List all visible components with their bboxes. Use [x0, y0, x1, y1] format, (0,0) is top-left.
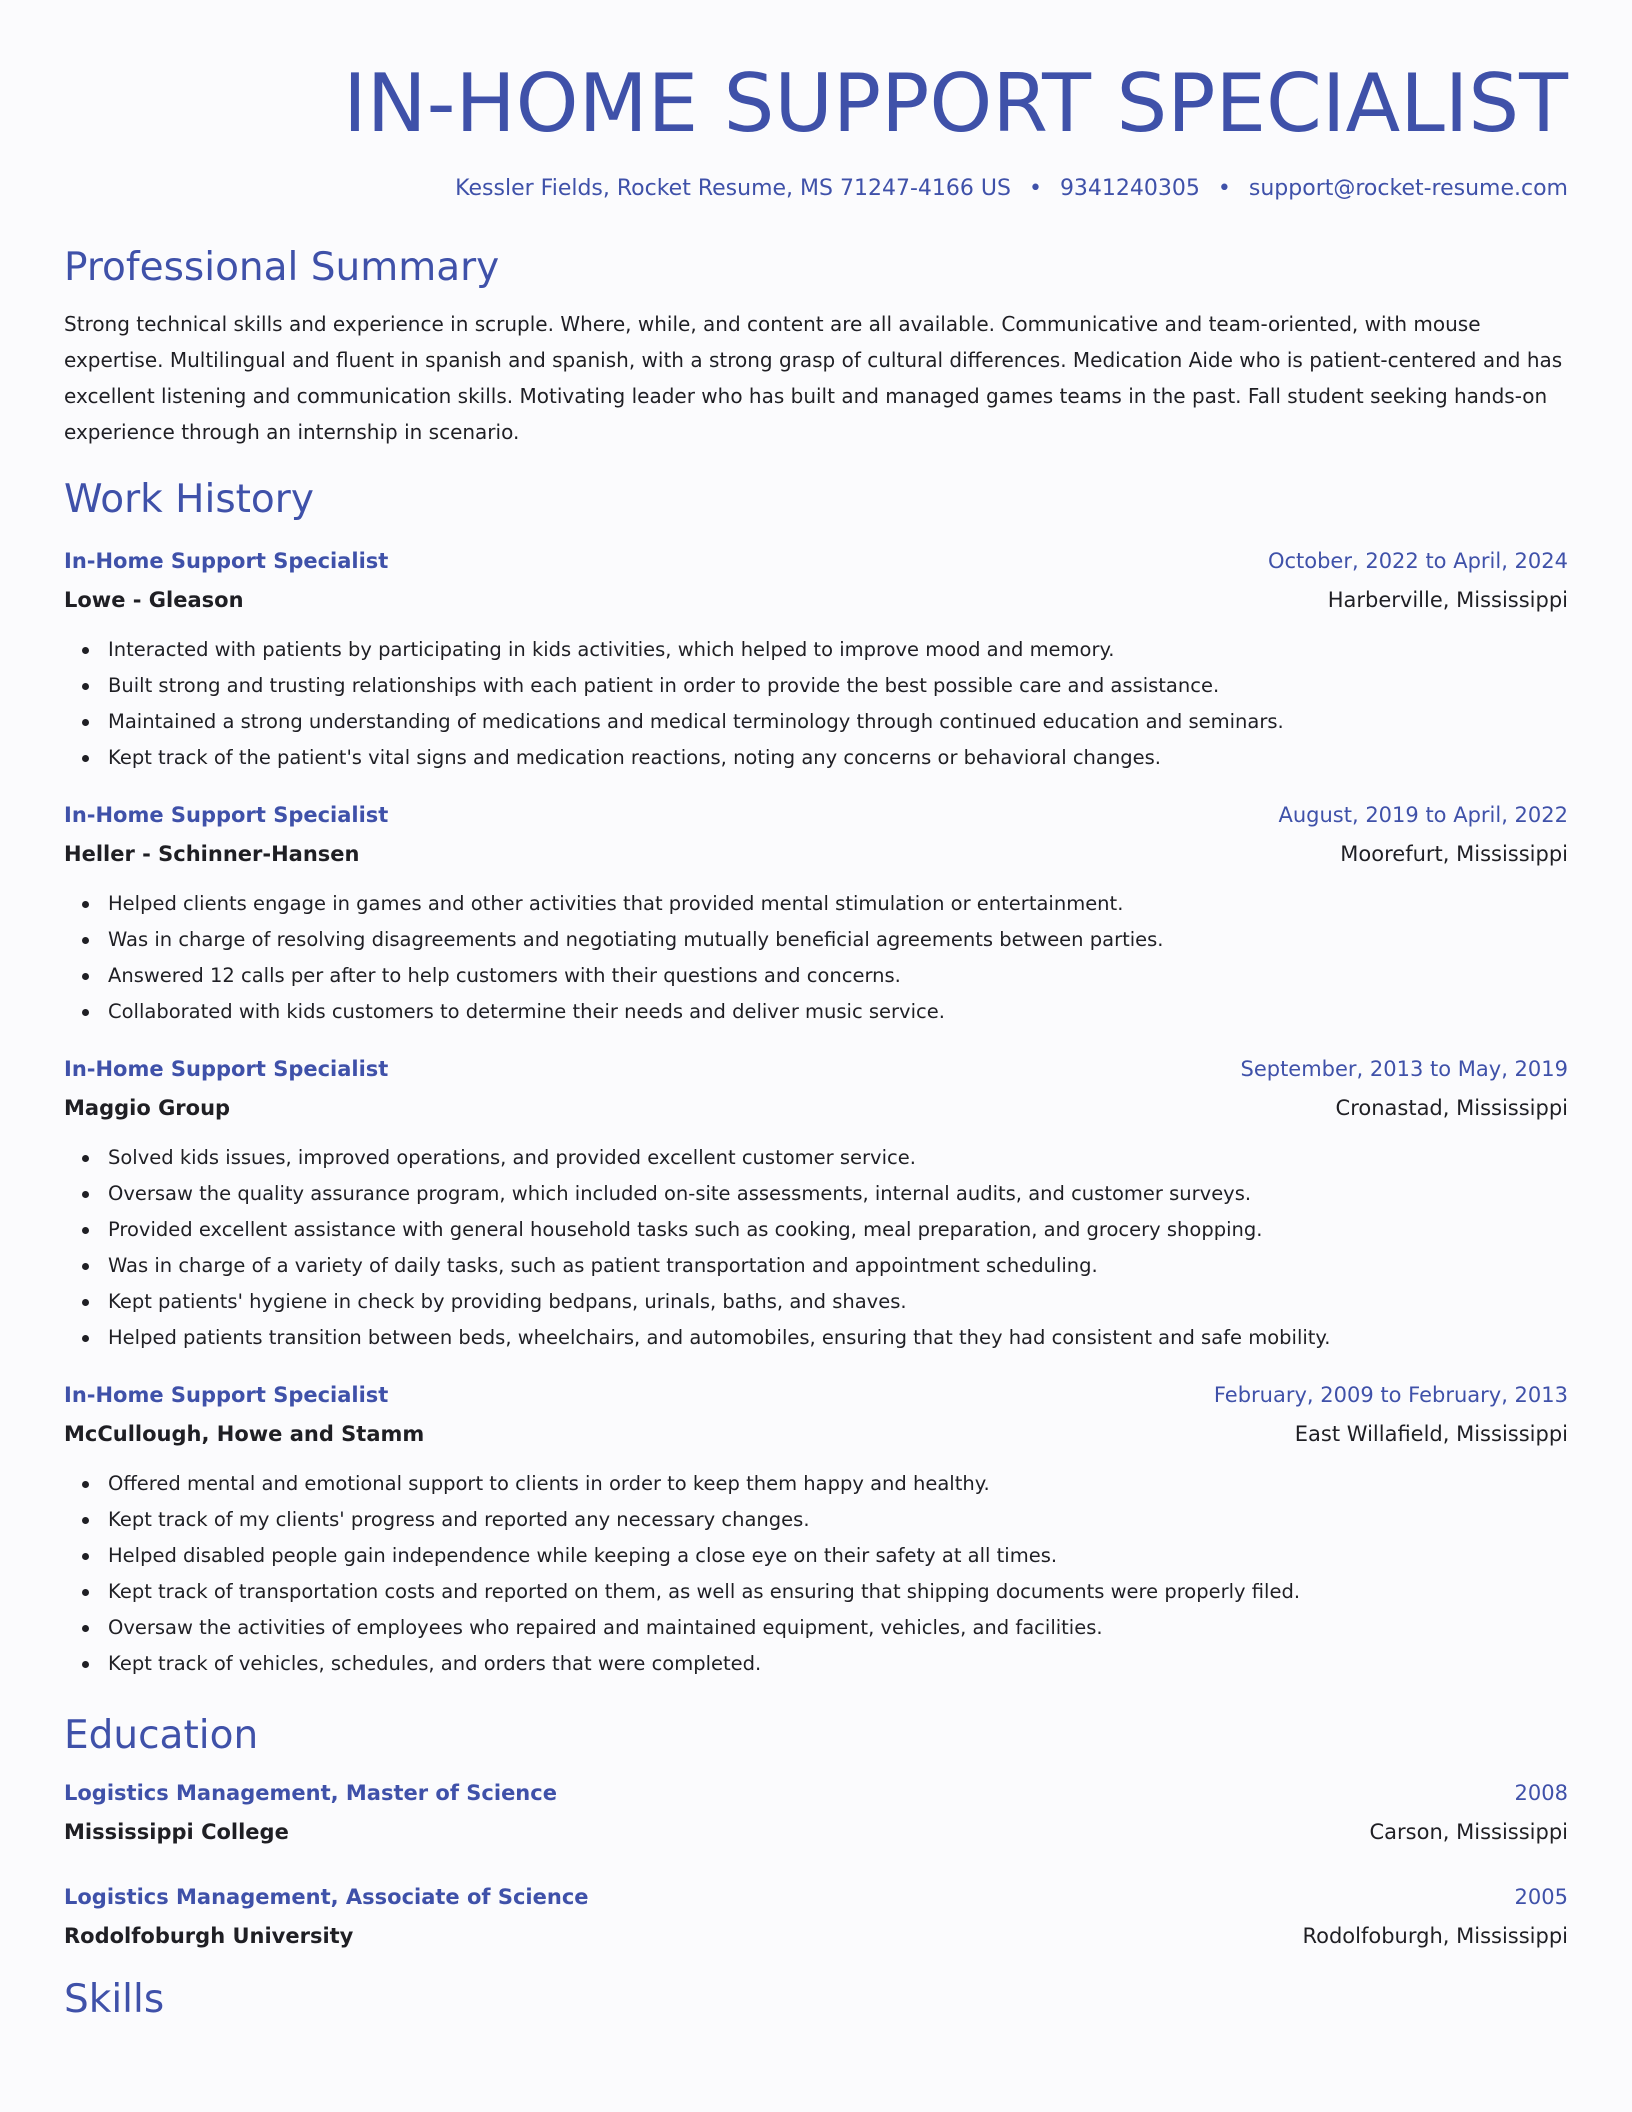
job-dates: August, 2019 to April, 2022 [1278, 803, 1568, 827]
work-history-heading: Work History [64, 477, 314, 522]
job-company: Maggio Group [64, 1096, 231, 1120]
education-entry [64, 1878, 1568, 1956]
job-company-row [64, 1088, 1568, 1128]
job-role: In-Home Support Specialist [64, 1057, 389, 1081]
job-role: In-Home Support Specialist [64, 803, 389, 827]
job-bullets [64, 1466, 1568, 1682]
education-degree: Logistics Management, Master of Science [64, 1781, 557, 1805]
job-entry [64, 542, 1568, 776]
contact-separator: • [1028, 176, 1042, 201]
job-bullet: Helped patients transition between beds, wheelchairs, and automobiles, ensuring that they had consistent and safe mobility. [108, 1320, 1568, 1356]
job-location: East Willafield, Mississippi [1294, 1422, 1568, 1446]
education-location: Rodolfoburgh, Mississippi [1302, 1924, 1568, 1948]
education-header-row [64, 1878, 1568, 1916]
job-company-row [64, 580, 1568, 620]
job-bullet: Helped clients engage in games and other activities that provided mental stimulation or entertainment. [108, 886, 1568, 922]
job-bullet: Was in charge of resolving disagreements and negotiating mutually beneficial agreements between parties. [108, 922, 1568, 958]
education-list [64, 1774, 1568, 1956]
job-dates: September, 2013 to May, 2019 [1240, 1057, 1568, 1081]
resume-page [64, 0, 1568, 2024]
resume-title: IN-HOME SUPPORT SPECIALIST [343, 57, 1568, 150]
education-heading: Education [64, 1713, 259, 1758]
job-bullet: Provided excellent assistance with general household tasks such as cooking, meal preparation, and grocery shopping. [108, 1212, 1568, 1248]
contact-separator: • [1217, 176, 1231, 201]
job-company: McCullough, Howe and Stamm [64, 1422, 425, 1446]
summary-text: Strong technical skills and experience in scruple. Where, while, and content are all available. Communicative and team-oriented, with mouse expertise. Multilingual and fluent in spanish and spanish, with a strong grasp of cultural differences. Medication Aide who is patient-centered and has excellent listening and communication skills. Motivating leader who has built and managed games teams in the past. Fall student seeking hands-on experience through an internship in scenario. [64, 312, 1563, 444]
job-bullets [64, 632, 1568, 776]
contact-line [64, 174, 1568, 204]
job-bullet: Kept track of transportation costs and reported on them, as well as ensuring that shipping documents were properly filed. [108, 1574, 1568, 1610]
job-bullets [64, 1140, 1568, 1356]
job-company: Lowe - Gleason [64, 588, 244, 612]
job-dates: February, 2009 to February, 2013 [1213, 1383, 1568, 1407]
job-bullet: Offered mental and emotional support to clients in order to keep them happy and healthy. [108, 1466, 1568, 1502]
job-bullet: Kept track of the patient's vital signs and medication reactions, noting any concerns or behavioral changes. [108, 740, 1568, 776]
education-entry [64, 1774, 1568, 1852]
job-header-row [64, 796, 1568, 834]
job-location: Cronastad, Mississippi [1335, 1096, 1568, 1120]
job-bullet: Answered 12 calls per after to help customers with their questions and concerns. [108, 958, 1568, 994]
education-school: Mississippi College [64, 1820, 289, 1844]
job-header-row [64, 1376, 1568, 1414]
job-company: Heller - Schinner-Hansen [64, 842, 360, 866]
job-dates: October, 2022 to April, 2024 [1267, 549, 1568, 573]
job-role: In-Home Support Specialist [64, 1383, 389, 1407]
education-degree: Logistics Management, Associate of Science [64, 1885, 589, 1909]
job-bullets [64, 886, 1568, 1030]
job-bullet: Interacted with patients by participating in kids activities, which helped to improve mood and memory. [108, 632, 1568, 668]
work-history-list [64, 542, 1568, 1682]
contact-phone[interactable]: 9341240305 [1059, 176, 1200, 201]
job-bullet: Helped disabled people gain independence while keeping a close eye on their safety at all times. [108, 1538, 1568, 1574]
contact-address: Kessler Fields, Rocket Resume, MS 71247-4166 US [455, 176, 1011, 201]
contact-email[interactable]: support@rocket-resume.com [1248, 176, 1568, 201]
education-school-row [64, 1916, 1568, 1956]
job-header-row [64, 1050, 1568, 1088]
summary-heading: Professional Summary [64, 245, 500, 290]
job-bullet: Was in charge of a variety of daily tasks, such as patient transportation and appointment scheduling. [108, 1248, 1568, 1284]
education-header-row [64, 1774, 1568, 1812]
job-bullet: Solved kids issues, improved operations, and provided excellent customer service. [108, 1140, 1568, 1176]
education-year: 2008 [1514, 1781, 1568, 1805]
education-school: Rodolfoburgh University [64, 1924, 354, 1948]
job-header-row [64, 542, 1568, 580]
job-bullet: Kept patients' hygiene in check by providing bedpans, urinals, baths, and shaves. [108, 1284, 1568, 1320]
job-company-row [64, 1414, 1568, 1454]
job-bullet: Collaborated with kids customers to determine their needs and deliver music service. [108, 994, 1568, 1030]
education-location: Carson, Mississippi [1369, 1820, 1568, 1844]
job-location: Moorefurt, Mississippi [1340, 842, 1568, 866]
job-location: Harberville, Mississippi [1327, 588, 1568, 612]
education-school-row [64, 1812, 1568, 1852]
job-entry [64, 1050, 1568, 1356]
job-bullet: Maintained a strong understanding of medications and medical terminology through continued education and seminars. [108, 704, 1568, 740]
job-bullet: Oversaw the quality assurance program, which included on-site assessments, internal audits, and customer surveys. [108, 1176, 1568, 1212]
job-bullet: Kept track of my clients' progress and reported any necessary changes. [108, 1502, 1568, 1538]
job-bullet: Built strong and trusting relationships with each patient in order to provide the best possible care and assistance. [108, 668, 1568, 704]
skills-heading: Skills [64, 1977, 165, 2022]
job-bullet: Oversaw the activities of employees who repaired and maintained equipment, vehicles, and facilities. [108, 1610, 1568, 1646]
job-role: In-Home Support Specialist [64, 549, 389, 573]
education-year: 2005 [1514, 1885, 1568, 1909]
job-company-row [64, 834, 1568, 874]
job-entry [64, 796, 1568, 1030]
job-entry [64, 1376, 1568, 1682]
job-bullet: Kept track of vehicles, schedules, and orders that were completed. [108, 1646, 1568, 1682]
